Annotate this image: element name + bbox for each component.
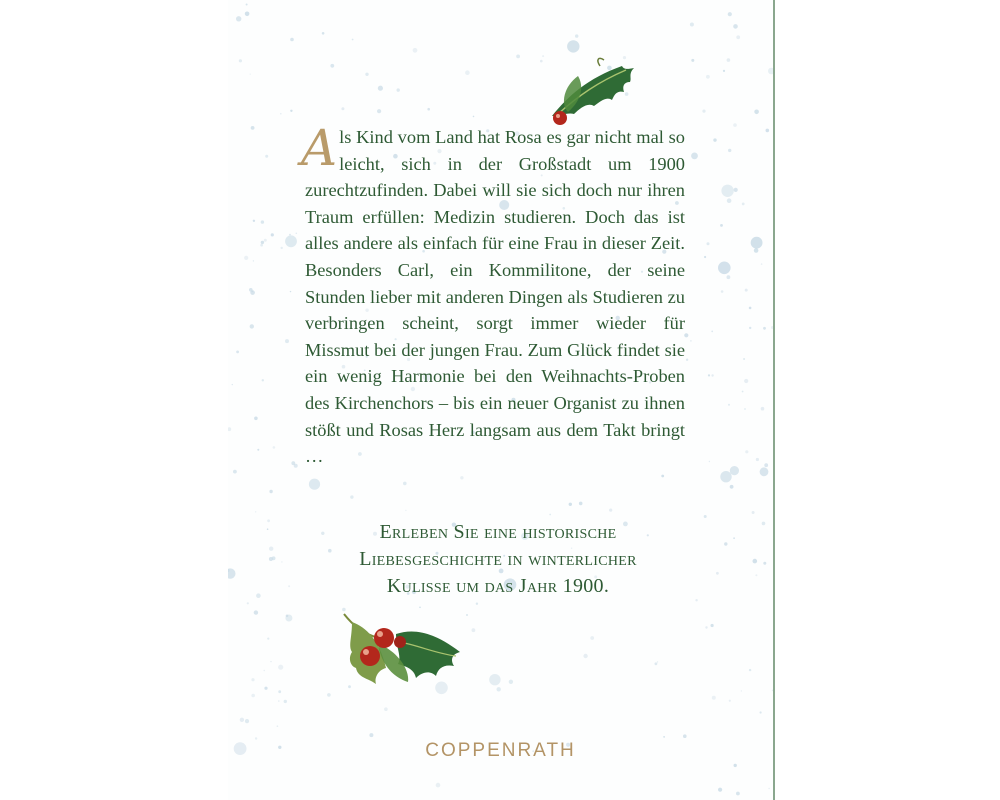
snow-speck <box>753 559 758 564</box>
snow-speck <box>254 417 258 421</box>
snow-speck <box>661 475 664 478</box>
snow-speck <box>749 307 752 310</box>
snow-speck <box>403 482 407 486</box>
snow-speck <box>264 670 265 671</box>
snow-speck <box>711 374 713 376</box>
snow-speck <box>727 58 731 62</box>
snow-speck <box>733 123 737 127</box>
snow-speck <box>296 233 298 235</box>
snow-speck <box>277 725 279 727</box>
snow-speck <box>261 241 264 244</box>
snow-speck <box>749 669 751 671</box>
snow-speck <box>609 509 612 512</box>
snow-speck <box>465 70 470 75</box>
snow-speck <box>251 678 254 681</box>
snow-speck <box>285 235 297 247</box>
snow-speck <box>711 624 714 627</box>
snow-speck <box>244 256 248 260</box>
snow-speck <box>384 707 388 711</box>
snow-speck <box>663 736 665 738</box>
snow-speck <box>713 138 716 141</box>
snow-speck <box>290 38 294 42</box>
snow-speck <box>709 461 710 462</box>
snow-speck <box>718 262 731 275</box>
snow-speck <box>278 665 283 670</box>
snow-speck <box>285 615 292 622</box>
snow-speck <box>413 48 418 53</box>
snow-speck <box>290 110 292 112</box>
snow-speck <box>690 23 694 27</box>
snow-speck <box>766 129 770 133</box>
snow-speck <box>723 70 725 72</box>
snow-speck <box>261 220 264 223</box>
snow-speck <box>330 64 334 68</box>
snow-speck <box>569 503 572 506</box>
snow-speck <box>369 733 373 737</box>
snow-speck <box>246 4 248 6</box>
snow-speck <box>262 379 264 381</box>
snow-speck <box>728 149 731 152</box>
tagline <box>268 519 728 600</box>
snow-speck <box>322 32 325 35</box>
snow-speck <box>690 340 692 342</box>
blurb-text: ls Kind vom Land hat Rosa es gar nicht mal so leicht, sich in der Großstadt um 1900 zurechtzufinden. Dabei will sie sich doch nur ihren Traum erfüllen: Medizin studieren. Doch das ist alles andere als einfach für eine Frau in dieser Zeit. Besonders Carl, ein Kommilitone, der seine Stunden lieber mit anderen Dingen als Studieren zu verbringen scheint, sorgt immer wieder für Missmut bei der jungen Frau. Zum Glück findet sie ein wenig Harmonie bei den Weihnachts-Proben des Kirchenchors – bis ein neuer Organist zu ihnen stößt und Rosas Herz langsam aus dem Takt bringt … <box>305 127 685 467</box>
snow-speck <box>691 59 694 62</box>
snow-speck <box>255 511 256 512</box>
snow-speck <box>727 275 731 279</box>
snow-speck <box>247 602 249 604</box>
snow-speck <box>245 719 249 723</box>
snow-speck <box>280 113 282 115</box>
snow-speck <box>236 351 239 354</box>
snow-speck <box>309 479 320 490</box>
snow-speck <box>436 783 441 788</box>
snow-speck <box>728 404 730 406</box>
snow-speck <box>264 239 267 242</box>
snow-speck <box>741 690 742 691</box>
snow-speck <box>754 110 759 115</box>
snow-speck <box>733 24 738 29</box>
snow-speck <box>260 244 263 247</box>
snow-speck <box>763 327 766 330</box>
snow-speck <box>752 511 755 514</box>
snow-speck <box>250 74 251 75</box>
snow-speck <box>228 427 231 431</box>
snow-speck <box>267 638 269 640</box>
snow-speck <box>721 290 724 293</box>
snow-speck <box>711 331 713 333</box>
snow-speck <box>760 467 769 476</box>
snow-speck <box>294 464 298 468</box>
snow-speck <box>761 407 765 411</box>
snow-speck <box>239 59 242 62</box>
snow-speck <box>763 562 766 565</box>
snow-speck <box>743 358 745 360</box>
snow-speck <box>350 495 353 498</box>
snow-speck <box>233 470 237 474</box>
snow-speck <box>236 16 241 21</box>
snow-speck <box>250 324 254 328</box>
snow-speck <box>583 654 587 658</box>
snow-speck <box>718 788 722 792</box>
snow-speck <box>405 510 406 511</box>
snow-speck <box>270 661 271 662</box>
snow-speck <box>734 188 738 192</box>
snow-speck <box>278 700 280 702</box>
snow-speck <box>745 289 748 292</box>
snow-speck <box>273 446 276 449</box>
snow-speck <box>762 522 766 526</box>
snow-speck <box>686 359 688 361</box>
snow-speck <box>729 700 731 702</box>
snow-speck <box>764 463 768 467</box>
snow-speck <box>473 116 475 118</box>
snow-speck <box>365 73 368 76</box>
snow-speck <box>253 260 254 261</box>
snow-speck <box>768 68 773 75</box>
snow-speck <box>256 593 261 598</box>
snow-speck <box>657 661 658 662</box>
snow-speck <box>721 185 733 197</box>
snow-speck <box>742 391 744 393</box>
snow-speck <box>466 614 468 616</box>
snow-speck <box>265 155 268 158</box>
snow-speck <box>509 680 513 684</box>
snow-speck <box>579 502 583 506</box>
snow-speck <box>708 374 710 376</box>
snow-speck <box>472 628 476 632</box>
snow-speck <box>377 109 381 113</box>
snow-speck <box>691 153 698 160</box>
snow-speck <box>727 198 732 203</box>
snow-speck <box>768 788 769 789</box>
snow-speck <box>460 476 463 479</box>
snow-speck <box>264 687 267 690</box>
tagline-line-1: Erleben Sie eine historische <box>379 521 617 543</box>
snow-speck <box>397 88 400 91</box>
snow-speck <box>761 263 763 265</box>
blurb-paragraph <box>301 119 685 470</box>
snow-speck <box>707 242 710 245</box>
snow-speck <box>290 291 291 292</box>
snow-speck <box>730 466 739 475</box>
snow-speck <box>702 110 705 113</box>
snow-speck <box>734 764 737 767</box>
snow-speck <box>250 290 255 295</box>
snow-speck <box>683 734 687 738</box>
snow-speck <box>749 327 751 329</box>
snow-speck <box>253 220 255 222</box>
snow-speck <box>760 711 762 713</box>
back-cover <box>228 0 775 800</box>
snow-speck <box>736 792 740 796</box>
snow-speck <box>736 35 740 39</box>
snow-speck <box>771 326 773 329</box>
snow-speck <box>489 674 500 685</box>
snow-speck <box>705 626 707 628</box>
snow-speck <box>254 610 258 614</box>
snow-speck <box>728 12 732 16</box>
snow-speck <box>232 384 233 385</box>
tagline-line-2: Liebesgeschichte in winterlicher <box>359 548 637 570</box>
snow-speck <box>341 107 344 110</box>
publisher-logo: COPPENRATH <box>425 740 576 761</box>
snow-speck <box>720 224 723 227</box>
snow-speck <box>251 126 255 130</box>
drop-cap: A <box>301 119 338 177</box>
snow-speck <box>251 694 255 698</box>
snow-speck <box>744 408 746 410</box>
snow-speck <box>427 108 430 111</box>
snow-speck <box>772 690 773 692</box>
holly-sprig-bottom-icon <box>338 608 464 686</box>
snow-speck <box>284 700 287 703</box>
snow-speck <box>327 693 331 697</box>
snow-speck <box>704 256 706 258</box>
snow-speck <box>754 248 759 253</box>
snow-speck <box>245 12 250 17</box>
snow-speck <box>730 485 734 489</box>
snow-speck <box>590 636 594 640</box>
snow-speck <box>756 458 759 461</box>
tagline-line-3: Kulisse um das Jahr 1900. <box>386 575 610 597</box>
snow-speck <box>549 514 551 516</box>
snow-speck <box>352 39 354 41</box>
snow-speck <box>497 687 501 691</box>
snow-speck <box>745 450 748 453</box>
snow-speck <box>655 662 658 665</box>
snow-speck <box>289 234 291 236</box>
snow-speck <box>516 55 520 59</box>
snow-speck <box>240 718 244 722</box>
snow-speck <box>271 233 274 236</box>
snow-speck <box>476 603 478 605</box>
snow-speck <box>706 75 710 79</box>
snow-speck <box>257 449 259 451</box>
snow-speck <box>744 379 748 383</box>
snow-speck <box>378 86 383 91</box>
snow-speck <box>575 34 578 37</box>
snow-speck <box>712 696 716 700</box>
snow-speck <box>704 515 707 518</box>
snow-speck <box>742 203 745 206</box>
snow-speck <box>751 237 763 249</box>
snow-speck <box>269 490 272 493</box>
holly-sprig-top-icon <box>538 56 638 130</box>
snow-speck <box>720 471 731 482</box>
snow-speck <box>278 690 281 693</box>
snow-speck <box>285 339 289 343</box>
snow-speck <box>733 537 735 539</box>
snow-speck <box>567 40 579 52</box>
snow-speck <box>281 247 283 249</box>
snow-speck <box>755 574 757 576</box>
